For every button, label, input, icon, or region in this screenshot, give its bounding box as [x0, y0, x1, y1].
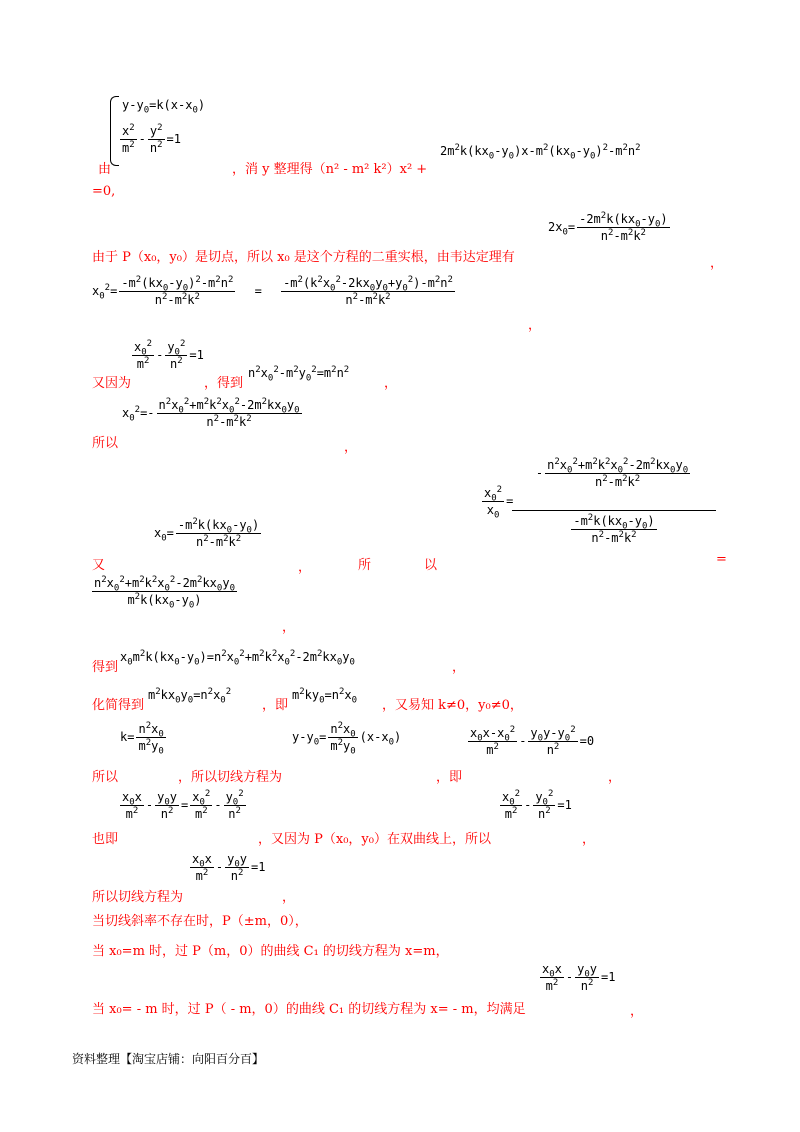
line-12-end: ， — [582, 832, 596, 847]
line-3-comma: ， — [710, 256, 724, 271]
system-eq-1: $y-y_0=k(x-x_0)$ — [122, 98, 206, 116]
line-5-end: ， — [384, 376, 398, 391]
line-12-prefix: 也即 — [92, 832, 119, 847]
line-7-d: 以 — [424, 558, 438, 573]
line-7-c: 所 — [358, 558, 372, 573]
ratio-denominator: $\frac{-m^2k(kx_0-y_0)}{n^2-m^2k^2}$ — [573, 513, 655, 545]
line-5-prefix: 又因为 — [92, 376, 132, 391]
slope-k: k= $\frac{n^2x_0}{m^2y_0}$ — [120, 721, 164, 757]
line-9-prefix: 得到 — [92, 660, 119, 675]
line-5-mid: ，得到 — [204, 376, 244, 391]
line-3-text: 由于 P（x₀，y₀）是切点，所以 x₀ 是这个方程的二重实根，由韦达定理有 — [92, 250, 515, 265]
line-10-equation-1: $m^2kx_0y_0=n^2x_0^2$ — [148, 687, 232, 706]
line-2: =0, — [92, 184, 116, 199]
line-7-a: 又 — [92, 558, 106, 573]
line-7-eq: = — [716, 552, 727, 567]
line-8-comma: ， — [282, 620, 296, 635]
line-11-end: ， — [608, 770, 622, 785]
tangent-point-slope: $y-y_0=$ $\frac{n^2x_0}{m^2y_0}$ $(x-x_0)$ — [292, 721, 402, 757]
tangent-final: $\frac{x_0x}{m^2}$ - $\frac{y_0y}{n^2}$ =1 — [192, 852, 266, 883]
point-on-hyperbola: $\frac{x_0^2}{m^2}$ - $\frac{y_0^2}{n^2}$ =1 — [502, 789, 572, 821]
line-9-comma: ， — [452, 660, 466, 675]
hyperbola-point-eq: $\frac{x_0^2}{m^2}$ - $\frac{y_0^2}{n^2}$ =1 — [134, 339, 204, 371]
line-10-end: ，又易知 k≠0，y₀≠0， — [382, 698, 523, 713]
ratio-main-bar — [512, 510, 716, 511]
line-13-end: ， — [282, 890, 296, 905]
line-14: 当切线斜率不存在时，P（±m，0）， — [92, 914, 308, 929]
line-15: 当 x₀=m 时，过 P（m，0）的曲线 C₁ 的切线方程为 x=m， — [92, 944, 449, 959]
ratio-lhs: $\frac{x_0^2}{x_0}$ = — [484, 485, 514, 521]
line-10-equation-2: $m^2ky_0=n^2x_0$ — [292, 687, 358, 706]
line-11-mid: ，所以切线方程为 — [178, 770, 283, 785]
vieta-product: $x_0^2=$ $\frac{-m^2(kx_0-y_0)^2-m^2n^2}{n^2-m^2k^2}$ = $\frac{-m^2(k^2x_0^2-2kx_0y_0+y_0^2)-m^2n^2}{n^2-m^2k^2}$ — [92, 275, 453, 307]
line-12-mid: ，又因为 P（x₀，y₀）在双曲线上，所以 — [258, 832, 491, 847]
line-10-prefix: 化简得到 — [92, 698, 145, 713]
line-10-mid: ，即 — [262, 698, 289, 713]
x0-squared-result: $x_0^2=-$ $\frac{n^2x_0^2+m^2k^2x_0^2-2m^2kx_0y_0}{n^2-m^2k^2}$ — [122, 397, 300, 429]
line-16-end: ， — [630, 1004, 644, 1019]
line-1-text: ，消 y 整理得（n² - m² k²）x² + — [232, 162, 428, 177]
line-4-comma: ， — [528, 318, 542, 333]
system-eq-2: $\frac{x^2}{m^2}$ - $\frac{y^2}{n^2}$ =1 — [122, 123, 181, 155]
line-1-equation: $2m^2k(kx_0-y_0)x-m^2(kx_0-y_0)^2-m^2n^2$ — [440, 143, 641, 162]
ratio-simplified: $\frac{n^2x_0^2+m^2k^2x_0^2-2m^2kx_0y_0}{m^2k(kx_0-y_0)}$ — [94, 575, 235, 611]
vieta-sum: $2x_0=$ $\frac{-2m^2k(kx_0-y_0)}{n^2-m^2k^2}$ — [548, 211, 668, 243]
ratio-numerator: - $\frac{n^2x_0^2+m^2k^2x_0^2-2m^2kx_0y_0}{n^2-m^2k^2}$ — [535, 457, 689, 489]
line-13-prefix: 所以切线方程为 — [92, 890, 184, 905]
tangent-rearranged: $\frac{x_0x}{m^2}$ - $\frac{y_0y}{n^2}$ = $\frac{x_0^2}{m^2}$ - $\frac{y_0^2}{n^2}$ — [122, 789, 244, 821]
line-6-prefix: 所以 — [92, 436, 119, 451]
line-7-b: ， — [298, 560, 312, 575]
tangent-satisfied: $\frac{x_0x}{m^2}$ - $\frac{y_0y}{n^2}$ =1 — [542, 962, 616, 993]
line-16: 当 x₀= - m 时，过 P（ - m，0）的曲线 C₁ 的切线方程为 x= - m，均满足 — [92, 1002, 526, 1017]
line-9-equation: $x_0m^2k(kx_0-y_0)=n^2x_0^2+m^2k^2x_0^2-2m^2kx_0y_0$ — [120, 649, 355, 668]
x0-value: $x_0=$ $\frac{-m^2k(kx_0-y_0)}{n^2-m^2k^2}$ — [154, 517, 260, 549]
tangent-expanded: $\frac{x_0x-x_0^2}{m^2}$ - $\frac{y_0y-y_0^2}{n^2}$ =0 — [470, 725, 595, 757]
line-11-mid2: ，即 — [436, 770, 463, 785]
line-6-comma: ， — [344, 440, 358, 455]
line-1-prefix: 由 — [98, 162, 112, 177]
line-5-equation: $n^2x_0^2-m^2y_0^2=m^2n^2$ — [248, 365, 350, 384]
footer-source: 资料整理【淘宝店铺：向阳百分百】 — [72, 1052, 265, 1066]
line-11-prefix: 所以 — [92, 770, 119, 785]
